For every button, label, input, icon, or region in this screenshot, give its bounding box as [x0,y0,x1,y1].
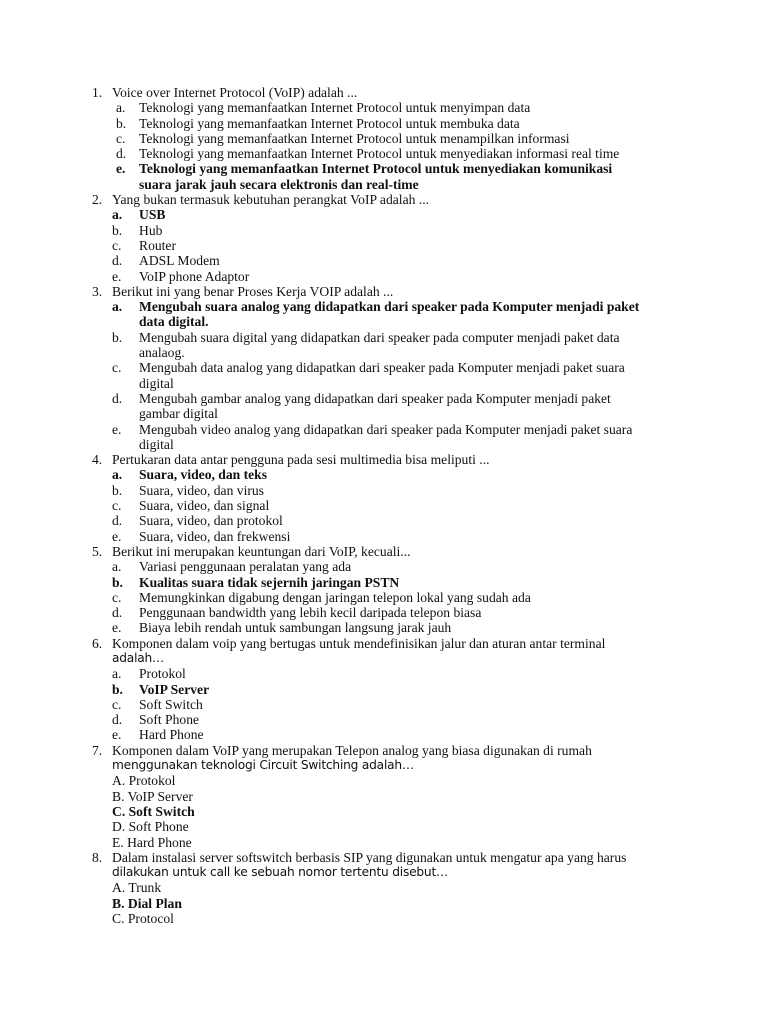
question-text [112,850,768,881]
option-text-line: Suara, video, dan teks [139,467,268,483]
question-text-line: adalah… [112,650,165,665]
option-label: a. [112,299,123,315]
option-text [139,605,768,620]
option-label: c. [112,360,122,376]
answer-option-correct [0,299,768,330]
option-label: d. [112,253,123,269]
option-text [112,773,768,788]
option-text-line: Protokol [139,666,186,682]
question-number: 7. [92,742,103,758]
option-text-line: Soft Switch [139,696,203,712]
option-text [139,146,768,161]
option-text [139,697,768,712]
option-text [139,223,768,238]
question-stem [0,452,768,467]
answer-option [0,391,768,422]
option-text-line: Mengubah suara digital yang didapatkan dari speaker pada computer menjadi paket data [139,329,620,345]
answer-option [0,773,768,788]
answer-option [0,727,768,742]
option-text-line: Mengubah gambar analog yang didapatkan dari speaker pada Komputer menjadi paket [139,390,611,406]
option-text-line: Mengubah data analog yang didapatkan dari speaker pada Komputer menjadi paket suara [139,360,625,376]
question-stem [0,192,768,207]
question-stem [0,850,768,881]
option-text-line: Variasi penggunaan peralatan yang ada [139,559,352,575]
option-text [139,559,768,574]
option-label: C. [112,803,126,819]
question-text-line: Pertukaran data antar pengguna pada sesi multimedia bisa meliputi ... [112,452,490,468]
question-text-line: Berikut ini yang benar Proses Kerja VOIP adalah ... [112,283,394,299]
option-text-line: data digital. [139,314,209,330]
option-text-line: Dial Plan [127,895,182,911]
option-text [139,666,768,681]
option-text-line: Teknologi yang memanfaatkan Internet Protocol untuk menyediakan komunikasi [139,161,613,177]
option-text [139,620,768,635]
option-text [139,131,768,146]
option-label: e. [112,727,122,743]
answer-option [0,911,768,926]
question-stem [0,544,768,559]
option-label: b. [112,574,123,590]
question-2 [0,192,768,284]
option-text [139,682,768,697]
option-text [139,253,768,268]
option-text-line: Teknologi yang memanfaatkan Internet Protocol untuk membuka data [139,115,520,131]
option-text [139,575,768,590]
option-text [139,467,768,482]
option-label: b. [112,222,123,238]
option-label: b. [116,115,127,131]
option-text-line: Penggunaan bandwidth yang lebih kecil daripada telepon biasa [139,605,482,621]
option-text-line: Mengubah suara analog yang didapatkan dari speaker pada Komputer menjadi paket [139,299,640,315]
answer-option [0,100,768,115]
option-label: e. [112,268,122,284]
option-text-line: Soft Phone [128,819,189,835]
answer-option [0,360,768,391]
answer-option [0,498,768,513]
option-text-line: VoIP Server [139,681,210,697]
answer-option [0,529,768,544]
question-number: 2. [92,192,103,208]
option-label: a. [112,666,122,682]
option-text-line: USB [139,207,166,223]
answer-option [0,513,768,528]
answer-option [0,620,768,635]
document-body [0,85,768,926]
option-text-line: digital [139,375,174,391]
option-text [139,207,768,222]
option-text [112,804,768,819]
option-label: A. [112,773,126,789]
option-label: D. [112,819,126,835]
option-text [112,911,768,926]
option-label: a. [112,467,123,483]
option-label: b. [112,329,123,345]
option-label: A. [112,880,126,896]
option-text-line: Hub [139,222,163,238]
answer-option [0,223,768,238]
answer-option [0,483,768,498]
option-text-line: Biaya lebih rendah untuk sambungan langsung jarak jauh [139,620,452,636]
answer-option [0,697,768,712]
option-label: E. [112,834,124,850]
option-text-line: Hard Phone [127,834,192,850]
option-label: B. [112,895,125,911]
answer-option [0,789,768,804]
question-text-line: dilakukan untuk call ke sebuah nomor tertentu disebut… [112,865,449,880]
option-text-line: analaog. [139,345,185,361]
question-number: 1. [92,85,103,100]
option-text-line: Protocol [127,911,174,927]
option-label: e. [116,161,126,177]
question-8 [0,850,768,926]
answer-option [0,253,768,268]
question-number: 3. [92,283,103,299]
answer-option-correct [0,682,768,697]
answer-option [0,590,768,605]
option-text-line: Mengubah video analog yang didapatkan dari speaker pada Komputer menjadi paket suara [139,421,633,437]
question-text-line: Komponen dalam VoIP yang merupakan Telepon analog yang biasa digunakan di rumah [112,742,592,758]
question-text [112,544,768,559]
option-text-line: Trunk [128,880,162,896]
option-text-line: digital [139,436,174,452]
option-label: B. [112,788,125,804]
option-label: d. [112,390,123,406]
option-text [139,712,768,727]
question-4 [0,452,768,544]
option-text [139,513,768,528]
option-label: d. [116,146,127,162]
question-3 [0,284,768,452]
option-label: d. [112,605,123,621]
option-label: c. [112,498,122,514]
question-text-line: Dalam instalasi server softswitch berbasis SIP yang digunakan untuk mengatur apa yang harus [112,849,627,865]
option-text-line: Kualitas suara tidak sejernih jaringan PSTN [139,574,400,590]
option-label: d. [112,513,123,529]
option-text-line: Soft Phone [139,712,200,728]
option-text-line: Teknologi yang memanfaatkan Internet Protocol untuk menyimpan data [139,100,531,116]
option-text [139,100,768,115]
option-label: b. [112,482,123,498]
question-5 [0,544,768,636]
option-label: e. [112,421,122,437]
option-text-line: gambar digital [139,406,218,422]
question-number: 4. [92,452,103,468]
option-text-line: Teknologi yang memanfaatkan Internet Protocol untuk menyediakan informasi real time [139,146,620,162]
option-text-line: Suara, video, dan signal [139,498,270,514]
question-text [112,85,768,100]
option-text [139,590,768,605]
option-text-line: ADSL Modem [139,253,220,269]
answer-option [0,146,768,161]
answer-option-correct [0,575,768,590]
option-label: c. [112,696,122,712]
answer-option-correct [0,207,768,222]
question-stem [0,85,768,100]
option-text [139,483,768,498]
question-stem [0,636,768,667]
answer-option-correct [0,467,768,482]
option-text [139,391,768,422]
answer-option-correct [0,804,768,819]
option-text [112,819,768,834]
question-text [112,452,768,467]
option-text [139,269,768,284]
option-text-line: Suara, video, dan virus [139,482,264,498]
option-text [139,330,768,361]
option-label: b. [112,681,123,697]
option-text [112,789,768,804]
option-text-line: Router [139,237,176,253]
question-text-line: Berikut ini merupakan keuntungan dari VoIP, kecuali... [112,543,411,559]
question-number: 6. [92,635,103,651]
question-text-line: menggunakan teknologi Circuit Switching adalah… [112,758,414,773]
option-text-line: VoIP phone Adaptor [139,268,250,284]
answer-option [0,819,768,834]
option-label: e. [112,528,122,544]
answer-option [0,330,768,361]
question-text [112,743,768,774]
option-text [139,498,768,513]
question-number: 5. [92,543,103,559]
option-text-line: Teknologi yang memanfaatkan Internet Protocol untuk menampilkan informasi [139,130,570,146]
option-label: e. [112,620,122,636]
question-6 [0,636,768,743]
question-stem [0,743,768,774]
option-text [112,835,768,850]
option-text-line: Suara, video, dan frekwensi [139,528,291,544]
question-text [112,192,768,207]
option-text-line: VoIP Server [127,788,193,804]
answer-option [0,116,768,131]
option-label: a. [112,559,122,575]
answer-option [0,559,768,574]
option-text-line: Suara, video, dan protokol [139,513,283,529]
question-text-line: Yang bukan termasuk kebutuhan perangkat VoIP adalah ... [112,192,430,208]
option-text-line: Protokol [128,773,176,789]
option-text [139,529,768,544]
answer-option [0,422,768,453]
option-text [139,422,768,453]
option-text [139,299,768,330]
option-label: C. [112,911,125,927]
option-label: a. [112,207,123,223]
option-text [139,238,768,253]
question-text [112,284,768,299]
option-text [139,116,768,131]
option-label: a. [116,100,126,116]
answer-option [0,131,768,146]
question-text-line: Voice over Internet Protocol (VoIP) adalah ... [112,85,358,100]
question-number: 8. [92,849,103,865]
answer-option [0,238,768,253]
option-label: c. [112,237,122,253]
option-text-line: suara jarak jauh secara elektronis dan real-time [139,176,419,192]
answer-option [0,666,768,681]
option-text [139,360,768,391]
question-text [112,636,768,667]
option-label: c. [112,589,122,605]
answer-option [0,835,768,850]
option-label: d. [112,712,123,728]
answer-option-correct [0,896,768,911]
option-text [112,880,768,895]
question-text-line: Komponen dalam voip yang bertugas untuk mendefinisikan jalur dan aturan antar terminal [112,635,606,651]
answer-option [0,269,768,284]
option-label: c. [116,130,126,146]
option-text [139,727,768,742]
answer-option [0,880,768,895]
option-text [112,896,768,911]
option-text-line: Hard Phone [139,727,204,743]
option-text-line: Soft Switch [128,803,195,819]
question-1 [0,85,768,192]
answer-option [0,605,768,620]
question-7 [0,743,768,850]
answer-option [0,712,768,727]
question-stem [0,284,768,299]
answer-option-correct [0,161,768,192]
option-text [139,161,768,192]
option-text-line: Memungkinkan digabung dengan jaringan telepon lokal yang sudah ada [139,589,531,605]
